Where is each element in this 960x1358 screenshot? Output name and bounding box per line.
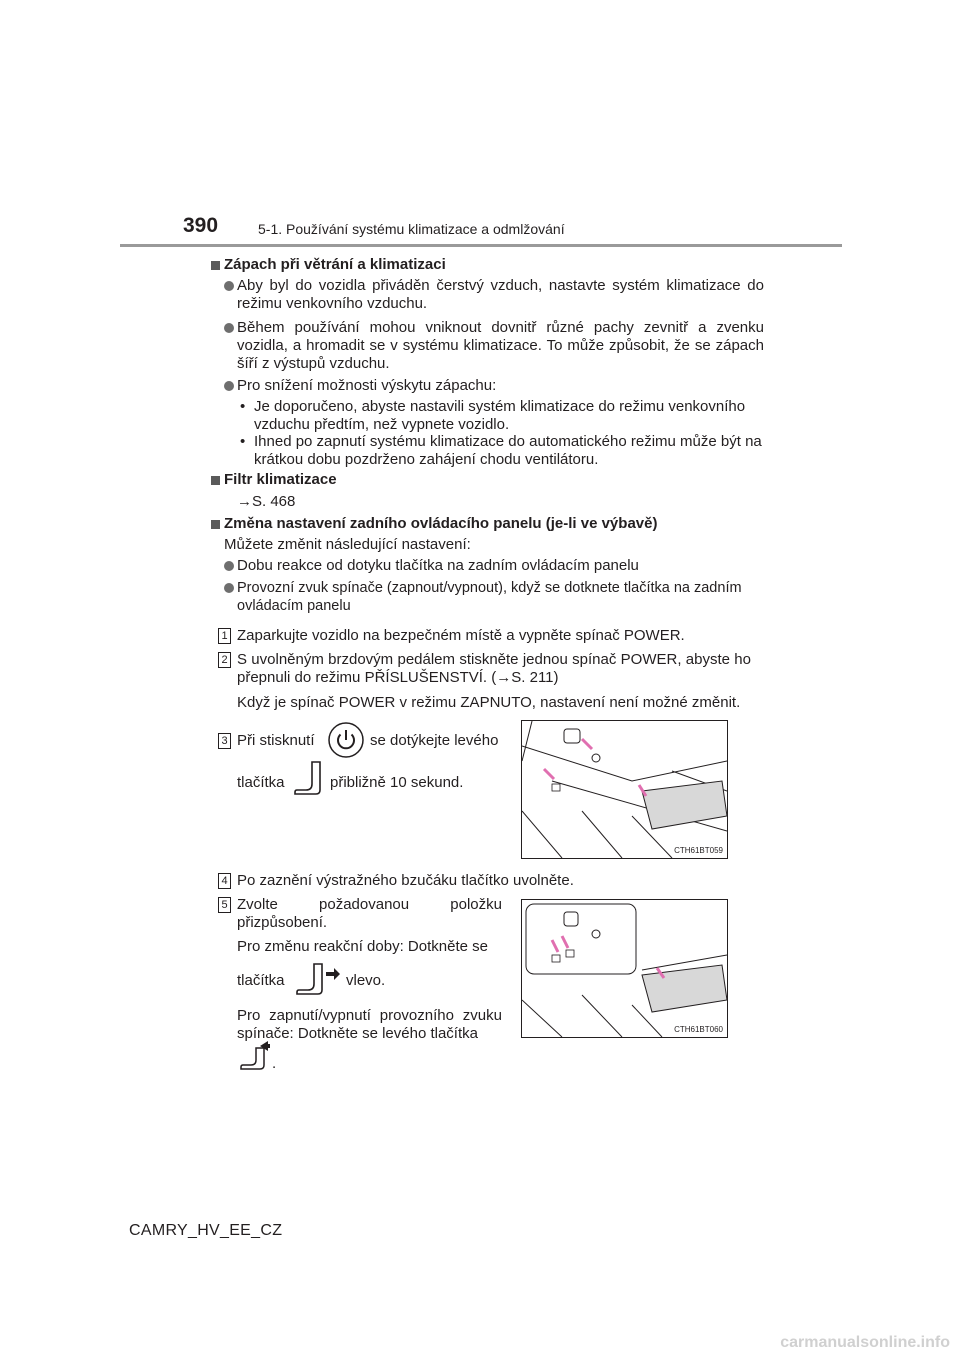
figure-rear-panel-1 [521, 720, 728, 859]
square-bullet-icon [211, 476, 220, 485]
round-bullet-icon [224, 583, 234, 593]
step-number-4: 4 [218, 873, 231, 889]
seat-arrow-right-icon [296, 962, 344, 1003]
filter-ref: →S. 468 [237, 493, 296, 510]
rear-heading [211, 515, 764, 533]
round-bullet-icon [224, 381, 234, 391]
step-5-e: Pro zapnutí/vypnutí provozního zvuku spínače: Dotkněte se levého tlačítka [237, 1007, 502, 1042]
filter-heading [211, 471, 764, 489]
step-5-d: vlevo. [346, 972, 386, 989]
square-bullet-icon [211, 520, 220, 529]
rear-bullet-2 [224, 579, 764, 615]
step-3-a: Při stisknutí [237, 732, 315, 749]
step-3-b: se dotýkejte levého [370, 732, 499, 749]
step-2-note: Když je spínač POWER v režimu ZAPNUTO, nastavení není možné změnit. [237, 694, 741, 711]
odor-bullet-2-text: Během používání mohou vniknout dovnitř různé pachy zevnitř a zvenku vozidla, a hromadit se v systému klimatizace. To může způsobit, že se zápach šíří z výstupů vzduchu. [237, 319, 764, 372]
odor-sub-2-text: Ihned po zapnutí systému klimatizace do automatického režimu může být na krátkou dobu pozdrženo zahájení chodu ventilátoru. [254, 433, 762, 468]
page-number: 390 [183, 214, 219, 237]
model-code: CAMRY_HV_EE_CZ [129, 1222, 283, 1239]
dot-bullet: • [240, 433, 246, 450]
header-rule [120, 244, 842, 247]
rear-intro: Můžete změnit následující nastavení: [224, 536, 471, 553]
odor-heading [211, 256, 764, 274]
dot-bullet: • [240, 398, 246, 415]
odor-bullet-1 [224, 277, 764, 313]
step-5-text: Zvolte požadovanou položku přizpůsobení. [237, 896, 502, 931]
rear-bullet-1 [224, 557, 764, 575]
step-3-d: přibližně 10 sekund. [330, 774, 464, 791]
round-bullet-icon [224, 561, 234, 571]
filter-title: Filtr klimatizace [224, 471, 337, 488]
power-button-icon [326, 720, 366, 765]
step-2-text: S uvolněným brzdovým pedálem stiskněte jednou spínač POWER, abyste ho přepnuli do režimu PŘÍSLUŠENSTVÍ. (→S. 211) [237, 651, 751, 686]
seat-arrow-up-icon [240, 1040, 272, 1077]
square-bullet-icon [211, 261, 220, 270]
step-5-c: tlačítka [237, 972, 285, 989]
figure-rear-panel-2 [521, 899, 728, 1038]
figure-1-caption: CTH61BT059 [674, 846, 723, 855]
round-bullet-icon [224, 281, 234, 291]
odor-sub-2 [240, 433, 765, 469]
step-number-1: 1 [218, 628, 231, 644]
odor-title: Zápach při větrání a klimatizaci [224, 256, 446, 273]
section-title: 5-1. Používání systému klimatizace a odmlžování [258, 221, 565, 237]
watermark: carmanualsonline.info [780, 1334, 950, 1351]
round-bullet-icon [224, 323, 234, 333]
step-4-text: Po zaznění výstražného bzučáku tlačítko uvolněte. [237, 872, 574, 889]
rear-bullet-1-text: Dobu reakce od dotyku tlačítka na zadním ovládacím panelu [237, 557, 639, 574]
odor-bullet-3 [224, 377, 764, 395]
step-3-c: tlačítka [237, 774, 285, 791]
step-5-f: . [272, 1055, 277, 1072]
rear-bullet-2-text: Provozní zvuk spínače (zapnout/vypnout), když se dotknete tlačítka na zadním ovládacím panelu [237, 580, 742, 614]
figure-2-caption: CTH61BT060 [674, 1025, 723, 1034]
rear-title: Změna nastavení zadního ovládacího panelu (je-li ve výbavě) [224, 515, 658, 532]
seat-icon [294, 758, 324, 803]
odor-bullet-1-text: Aby byl do vozidla přiváděn čerstvý vzduch, nastavte systém klimatizace do režimu venkovního vzduchu. [237, 277, 764, 312]
step-number-3: 3 [218, 733, 231, 749]
odor-bullet-2 [224, 319, 764, 373]
odor-sub-1 [240, 398, 765, 434]
odor-bullet-3-text: Pro snížení možnosti výskytu zápachu: [237, 377, 497, 394]
step-number-2: 2 [218, 652, 231, 668]
step-number-5: 5 [218, 897, 231, 913]
step-1-text: Zaparkujte vozidlo na bezpečném místě a vypněte spínač POWER. [237, 627, 685, 644]
odor-sub-1-text: Je doporučeno, abyste nastavili systém klimatizace do režimu venkovního vzduchu předtím, než vypnete vozidlo. [254, 398, 746, 433]
step-5-b: Pro změnu reakční doby: Dotkněte se [237, 938, 488, 955]
